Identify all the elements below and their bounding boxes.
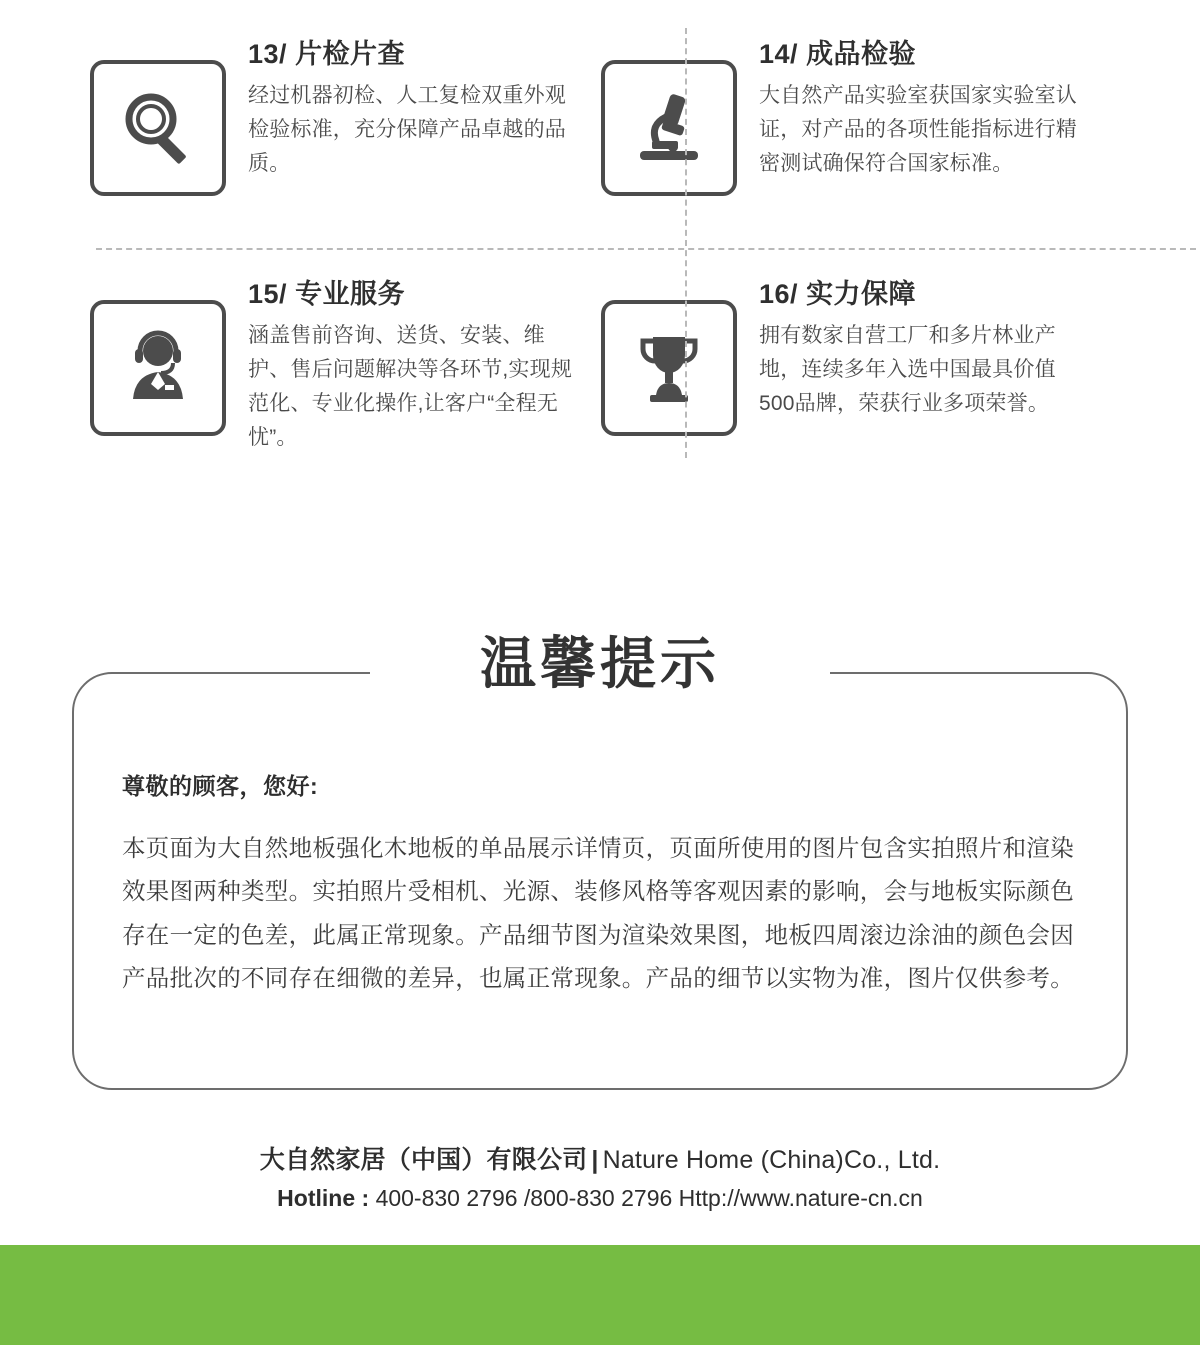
feature-name-14: 成品检验: [806, 39, 917, 69]
features-grid: [90, 10, 1112, 490]
feature-number-15: 15/: [248, 279, 288, 309]
feature-name-16: 实力保障: [806, 279, 917, 309]
feature-card-14: [601, 10, 1112, 250]
feature-desc-15: 涵盖售前咨询、送货、安装、维护、售后问题解决等各环节,实现规范化、专业化操作,让客户“全程无忧”。: [248, 324, 573, 450]
feature-card-15: [90, 250, 601, 490]
feature-name-13: 片检片查: [295, 39, 406, 69]
feature-number-16: 16/: [759, 279, 799, 309]
tips-heading: 温馨提示: [480, 632, 720, 695]
feature-title-13: [248, 38, 577, 70]
feature-desc-14: 大自然产品实验室获国家实验室认证，对产品的各项性能指标进行精密测试确保符合国家标准。: [759, 84, 1077, 176]
website-link[interactable]: Http://www.nature-cn.cn: [678, 1185, 923, 1211]
company-name-cn: 大自然家居（中国）有限公司: [259, 1146, 588, 1174]
footer-contact-line: [0, 1185, 1200, 1212]
feature-desc-13: 经过机器初检、人工复检双重外观检验标准，充分保障产品卓越的品质。: [248, 84, 566, 176]
horizontal-divider: [96, 248, 1196, 250]
magnifier-icon: [90, 60, 226, 196]
tips-greeting: 尊敬的顾客，您好:: [122, 773, 319, 799]
footer-company-line: [0, 1140, 1200, 1176]
company-name-en: Nature Home (China)Co., Ltd.: [602, 1146, 941, 1174]
feature-number-14: 14/: [759, 39, 799, 69]
feature-name-15: 专业服务: [295, 279, 406, 309]
feature-text-15: [248, 278, 601, 490]
feature-text-13: [248, 38, 601, 250]
feature-title-15: [248, 278, 577, 310]
feature-number-13: 13/: [248, 39, 288, 69]
vertical-divider: [685, 28, 687, 458]
bottom-green-bar: [0, 1245, 1200, 1345]
footer: [0, 1140, 1200, 1212]
hotline-value: 400-830 2796 /800-830 2796: [375, 1185, 673, 1211]
features-row-1: [90, 10, 1112, 250]
feature-text-16: [759, 278, 1112, 490]
feature-card-13: [90, 10, 601, 250]
features-section: [0, 0, 1200, 500]
feature-desc-16: 拥有数家自营工厂和多片林业产地，连续多年入选中国最具价值500品牌，荣获行业多项荣誉。: [759, 324, 1056, 416]
hotline-label: Hotline :: [277, 1185, 370, 1211]
microscope-icon: [601, 60, 737, 196]
feature-title-14: [759, 38, 1088, 70]
features-row-2: [90, 250, 1112, 490]
tips-body: 本页面为大自然地板强化木地板的单品展示详情页，页面所使用的图片包含实拍照片和渲染效果图两种类型。实拍照片受相机、光源、装修风格等客观因素的影响，会与地板实际颜色存在一定的色差，此属正常现象。产品细节图为渲染效果图，地板四周滚边涂油的颜色会因产品批次的不同存在细微的差异，也属正常现象。产品的细节以实物为准，图片仅供参考。: [122, 835, 1074, 992]
trophy-icon: [601, 300, 737, 436]
footer-divider: |: [591, 1146, 599, 1174]
feature-card-16: [601, 250, 1112, 490]
tips-content: [122, 768, 1082, 1001]
support-agent-icon: [90, 300, 226, 436]
feature-text-14: [759, 38, 1112, 250]
feature-title-16: [759, 278, 1088, 310]
